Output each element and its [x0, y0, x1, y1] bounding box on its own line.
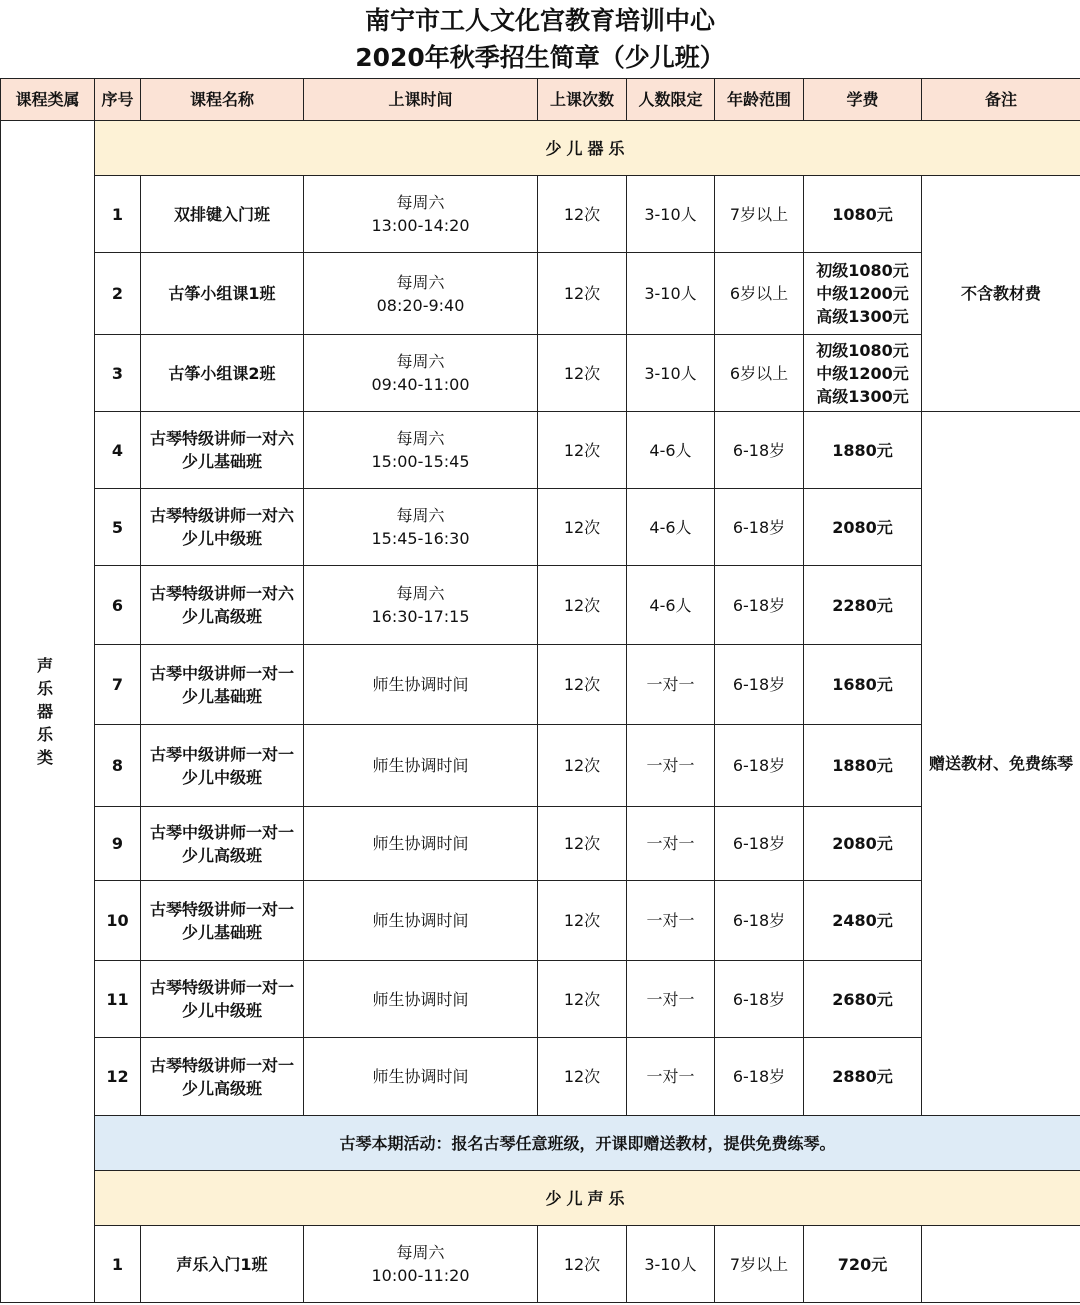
age-range: 6-18岁 [715, 489, 804, 566]
tuition-fee [804, 566, 922, 645]
table-row [1, 176, 1080, 253]
header-class-time: 上课时间 [304, 79, 538, 121]
cell-line: 古琴特级讲师一对一 [149, 899, 294, 919]
header-remarks: 备注 [922, 79, 1080, 121]
session-count: 12次 [538, 1038, 627, 1116]
header-course-name: 课程名称 [141, 79, 304, 121]
session-count: 12次 [538, 566, 627, 645]
cell-line: 高级1300元 [816, 307, 909, 326]
class-time [304, 176, 538, 253]
class-time [304, 1226, 538, 1303]
tuition-fee [804, 645, 922, 725]
table-row [1, 961, 1080, 1038]
cell-line: 师生协调时间 [372, 756, 469, 775]
course-name [141, 961, 304, 1038]
course-name [141, 807, 304, 881]
row-number: 7 [95, 645, 141, 725]
class-size: 一对一 [627, 807, 715, 881]
cell-line: 师生协调时间 [372, 1067, 469, 1086]
session-count: 12次 [538, 807, 627, 881]
session-count: 12次 [538, 335, 627, 412]
cell-line: 双排键入门班 [173, 204, 270, 224]
category-char: 乐 [36, 679, 58, 698]
table-row [1, 253, 1080, 335]
tuition-fee [804, 253, 922, 335]
document-subtitle: 2020年秋季招生简章（少儿班） [355, 43, 725, 72]
tuition-fee [804, 335, 922, 412]
cell-line: 少儿基础班 [181, 452, 262, 471]
class-size: 4-6人 [627, 489, 715, 566]
cell-line: 古琴特级讲师一对六 [149, 506, 294, 525]
class-time [304, 253, 538, 335]
age-range: 6-18岁 [715, 1038, 804, 1116]
class-size: 一对一 [627, 1038, 715, 1116]
class-time [304, 335, 538, 412]
row-number: 1 [95, 1226, 141, 1303]
table-row [1, 645, 1080, 725]
course-name [141, 566, 304, 645]
header-number: 序号 [95, 79, 141, 121]
cell-line: 每周六 [396, 193, 445, 212]
row-number: 9 [95, 807, 141, 881]
cell-line: 少儿中级班 [181, 529, 262, 548]
tuition-fee [804, 176, 922, 253]
class-time [304, 412, 538, 489]
row-number: 10 [95, 881, 141, 961]
cell-line: 少儿中级班 [181, 1001, 262, 1020]
age-range: 7岁以上 [715, 176, 804, 253]
remark-empty [922, 1226, 1080, 1303]
cell-line: 720元 [837, 1254, 888, 1274]
header-age-range: 年龄范围 [715, 79, 804, 121]
cell-line: 1880元 [832, 440, 893, 460]
course-name [141, 1226, 304, 1303]
session-count: 12次 [538, 253, 627, 335]
cell-line: 13:00-14:20 [371, 216, 470, 235]
cell-line: 15:00-15:45 [371, 452, 470, 471]
session-count: 12次 [538, 489, 627, 566]
course-name [141, 253, 304, 335]
table-row [1, 1226, 1080, 1303]
cell-line: 少儿高级班 [181, 607, 262, 626]
cell-line: 每周六 [396, 584, 445, 603]
session-count: 12次 [538, 412, 627, 489]
cell-line: 古筝小组课1班 [168, 284, 276, 303]
cell-line: 每周六 [396, 272, 445, 292]
age-range: 6岁以上 [715, 253, 804, 335]
row-number: 1 [95, 176, 141, 253]
age-range: 6岁以上 [715, 335, 804, 412]
cell-line: 少儿基础班 [181, 686, 262, 706]
class-size: 3-10人 [627, 1226, 715, 1303]
section-row-vocal [1, 1171, 1080, 1226]
course-name [141, 881, 304, 961]
tuition-fee [804, 881, 922, 961]
cell-line: 古筝小组课2班 [168, 363, 276, 383]
table-row [1, 807, 1080, 881]
cell-line: 每周六 [396, 506, 445, 525]
cell-line: 2480元 [832, 911, 893, 930]
cell-line: 古琴特级讲师一对一 [149, 978, 294, 997]
cell-line: 1680元 [832, 675, 893, 694]
header-session-count: 上课次数 [538, 79, 627, 121]
class-size: 3-10人 [627, 253, 715, 335]
table-row [1, 566, 1080, 645]
table-row [1, 881, 1080, 961]
row-number: 11 [95, 961, 141, 1038]
cell-line: 古琴特级讲师一对六 [149, 584, 294, 603]
row-number: 2 [95, 253, 141, 335]
cell-line: 2280元 [832, 595, 893, 615]
course-name [141, 645, 304, 725]
cell-line: 每周六 [396, 1243, 445, 1262]
session-count: 12次 [538, 1226, 627, 1303]
cell-line: 声乐入门1班 [176, 1254, 268, 1274]
cell-line: 每周六 [396, 352, 445, 371]
header-category: 课程类属 [1, 79, 95, 121]
row-number: 3 [95, 335, 141, 412]
class-time [304, 725, 538, 807]
cell-line: 古琴特级讲师一对一 [149, 1055, 294, 1075]
cell-line: 少儿高级班 [181, 1078, 262, 1098]
cell-line: 初级1080元 [816, 340, 909, 360]
cell-line: 中级1200元 [816, 363, 909, 383]
tuition-fee [804, 412, 922, 489]
section-row-instrument [1, 121, 1080, 176]
age-range: 6-18岁 [715, 412, 804, 489]
row-number: 6 [95, 566, 141, 645]
class-time [304, 881, 538, 961]
class-size: 3-10人 [627, 176, 715, 253]
header-tuition: 学费 [804, 79, 922, 121]
category-char: 类 [36, 748, 58, 767]
cell-line: 古琴中级讲师一对一 [149, 663, 294, 683]
course-name [141, 1038, 304, 1116]
class-time [304, 645, 538, 725]
tuition-fee [804, 807, 922, 881]
cell-line: 09:40-11:00 [371, 375, 470, 394]
tuition-fee [804, 489, 922, 566]
table-row [1, 1038, 1080, 1116]
cell-line: 08:20-9:40 [376, 295, 465, 315]
cell-line: 古琴中级讲师一对一 [149, 822, 294, 842]
schedule-table [0, 78, 1080, 1303]
row-number: 5 [95, 489, 141, 566]
class-size: 3-10人 [627, 335, 715, 412]
session-count: 12次 [538, 176, 627, 253]
section-title-vocal: 少儿声乐 [95, 1171, 1080, 1226]
tuition-fee [804, 1038, 922, 1116]
class-time [304, 961, 538, 1038]
class-time [304, 566, 538, 645]
class-time [304, 807, 538, 881]
row-number: 8 [95, 725, 141, 807]
cell-line: 少儿高级班 [181, 845, 262, 865]
promo-text: 古琴本期活动：报名古琴任意班级，开课即赠送教材，提供免费练琴。 [95, 1116, 1080, 1171]
header-class-size: 人数限定 [627, 79, 715, 121]
cell-line: 2880元 [832, 1067, 893, 1086]
cell-line: 初级1080元 [816, 261, 909, 280]
remark-gift: 赠送教材、免费练琴 [922, 412, 1080, 1116]
session-count: 12次 [538, 961, 627, 1038]
cell-line: 古琴中级讲师一对一 [149, 744, 294, 764]
cell-line: 16:30-17:15 [371, 607, 470, 626]
age-range: 6-18岁 [715, 645, 804, 725]
age-range: 6-18岁 [715, 725, 804, 807]
class-time [304, 489, 538, 566]
tuition-fee [804, 1226, 922, 1303]
section-title-instrument: 少儿器乐 [95, 121, 1080, 176]
header-row [1, 79, 1080, 121]
age-range: 6-18岁 [715, 881, 804, 961]
cell-line: 2080元 [832, 517, 893, 537]
cell-line: 每周六 [396, 429, 445, 448]
age-range: 6-18岁 [715, 807, 804, 881]
cell-line: 少儿中级班 [181, 767, 262, 787]
cell-line: 师生协调时间 [372, 675, 469, 694]
table-row [1, 335, 1080, 412]
table-row [1, 412, 1080, 489]
category-cell [1, 121, 95, 1303]
cell-line: 高级1300元 [816, 386, 909, 406]
session-count: 12次 [538, 725, 627, 807]
promo-row [1, 1116, 1080, 1171]
document-title: 南宁市工人文化宫教育培训中心 [364, 6, 715, 35]
table-row [1, 725, 1080, 807]
age-range: 7岁以上 [715, 1226, 804, 1303]
cell-line: 古琴特级讲师一对六 [149, 429, 294, 448]
category-char: 声 [36, 656, 58, 675]
cell-line: 师生协调时间 [372, 834, 469, 853]
course-name [141, 335, 304, 412]
cell-line: 师生协调时间 [372, 911, 469, 930]
tuition-fee [804, 961, 922, 1038]
category-char: 器 [36, 702, 58, 721]
course-name [141, 489, 304, 566]
class-size: 一对一 [627, 645, 715, 725]
age-range: 6-18岁 [715, 961, 804, 1038]
cell-line: 10:00-11:20 [371, 1266, 470, 1285]
cell-line: 中级1200元 [816, 284, 909, 303]
remark-no-materials: 不含教材费 [922, 176, 1080, 412]
row-number: 12 [95, 1038, 141, 1116]
session-count: 12次 [538, 881, 627, 961]
cell-line: 1880元 [832, 756, 893, 775]
cell-line: 1080元 [832, 204, 893, 224]
cell-line: 15:45-16:30 [371, 529, 470, 548]
category-char: 乐 [36, 725, 58, 744]
age-range: 6-18岁 [715, 566, 804, 645]
table-row [1, 489, 1080, 566]
course-name [141, 176, 304, 253]
class-size: 一对一 [627, 881, 715, 961]
tuition-fee [804, 725, 922, 807]
class-time [304, 1038, 538, 1116]
course-name [141, 412, 304, 489]
class-size: 一对一 [627, 961, 715, 1038]
course-name [141, 725, 304, 807]
class-size: 4-6人 [627, 412, 715, 489]
class-size: 4-6人 [627, 566, 715, 645]
class-size: 一对一 [627, 725, 715, 807]
session-count: 12次 [538, 645, 627, 725]
cell-line: 2680元 [832, 989, 893, 1009]
cell-line: 2080元 [832, 834, 893, 853]
cell-line: 少儿基础班 [181, 922, 262, 942]
row-number: 4 [95, 412, 141, 489]
cell-line: 师生协调时间 [372, 989, 469, 1009]
